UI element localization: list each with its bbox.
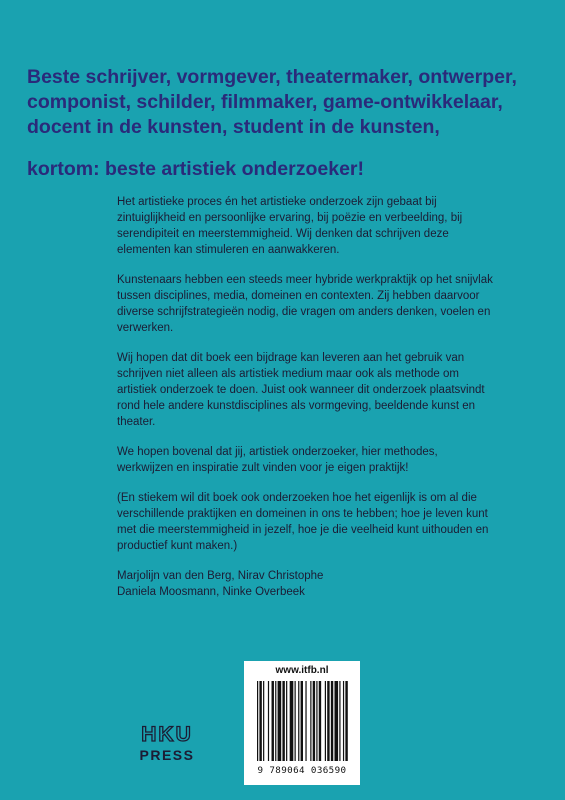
barcode: [257, 681, 349, 761]
authors-line-2: Daniela Moosmann, Ninke Overbeek: [117, 586, 305, 598]
headline-line-1: Beste schrijver, vormgever, theatermaker, ontwerper,: [27, 66, 517, 88]
headline: [27, 65, 547, 140]
logo-hku: HKU: [141, 723, 193, 746]
website-url: www.itfb.nl: [275, 665, 329, 676]
isbn-number: 9 789064 036590: [257, 765, 347, 776]
hku-press-logo: [128, 722, 206, 764]
headline-line-2: componist, schilder, filmmaker, game-ontwikkelaar,: [27, 91, 503, 113]
paragraph-1: Het artistieke proces én het artistieke onderzoek zijn gebaat bij zintuiglijkheid en persoonlijke ervaring, bij poëzie en verbeelding, bij serendipiteit en meerstemmigheid. Wij denken dat schrijven deze elementen kan stimuleren en aanwakkeren.: [117, 196, 463, 256]
blurb: [117, 194, 497, 600]
authors-line-1: Marjolijn van den Berg, Nirav Christophe: [117, 570, 324, 582]
paragraph-4: We hopen bovenal dat jij, artistiek onderzoeker, hier methodes, werkwijzen en inspiratie zult vinden voor je eigen praktijk!: [117, 446, 438, 474]
authors: [117, 568, 497, 600]
headline-line-3: docent in de kunsten, student in de kunsten,: [27, 116, 440, 138]
paragraph-3: Wij hopen dat dit boek een bijdrage kan leveren aan het gebruik van schrijven niet alleen als artistiek medium maar ook als methode om artistiek onderzoek te doen. Juist ook wanneer dit onderzoek plaatsvindt rond hele andere kunstdisciplines als vormgeving, beeldende kunst en theater.: [117, 352, 485, 428]
logo-press: PRESS: [139, 747, 195, 763]
paragraph-2: Kunstenaars hebben een steeds meer hybride werkpraktijk op het snijvlak tussen disciplines, media, domeinen en contexten. Zij hebben daarvoor diverse schrijfstrategieën nodig, die vragen om anders denken, voelen en verwerken.: [117, 274, 493, 334]
headline-kortom: kortom: beste artistiek onderzoeker!: [27, 158, 365, 180]
paragraph-5: (En stiekem wil dit boek ook onderzoeken hoe het eigenlijk is om al die verschillende praktijken en domeinen in ons te hebben; hoe je leven kunt met die meerstemmigheid in jezelf, hoe je die veelheid kunt uithouden en productief kunt maken.): [117, 492, 489, 552]
barcode-panel: [244, 661, 360, 785]
